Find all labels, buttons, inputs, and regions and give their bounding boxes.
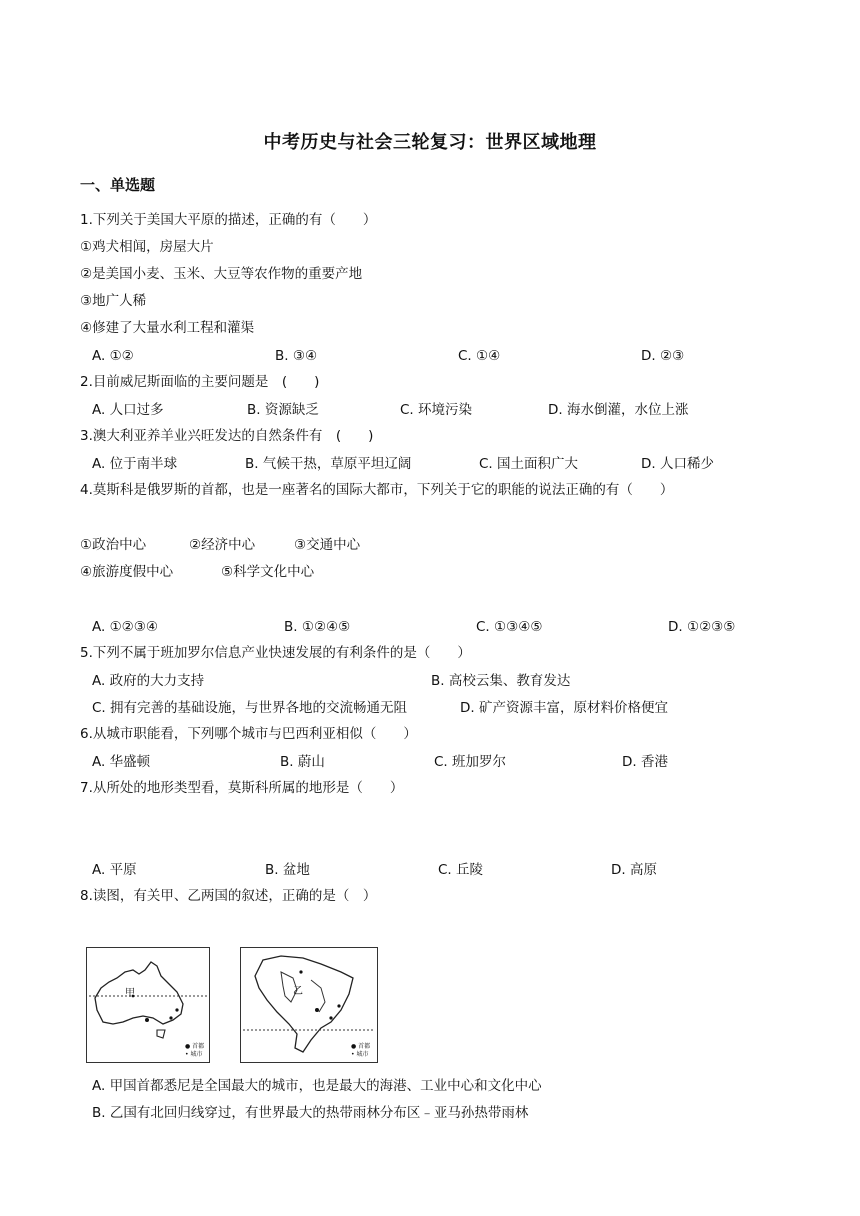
question-5-option-d[interactable]: D. 矿产资源丰富，原材料价格便宜: [460, 700, 668, 716]
question-1-option-b[interactable]: B. ③④: [275, 348, 318, 364]
page-title: 中考历史与社会三轮复习：世界区域地理: [263, 132, 597, 153]
question-6-option-c[interactable]: C. 班加罗尔: [434, 754, 507, 770]
question-1-stem: 1.下列关于美国大平原的描述，正确的有（ ）: [80, 212, 377, 228]
question-4-option-a[interactable]: A. ①②③④: [92, 619, 158, 635]
question-4-item: ②经济中心: [189, 537, 256, 553]
question-3-option-a[interactable]: A. 位于南半球: [92, 456, 178, 472]
question-2-stem: 2.目前威尼斯面临的主要问题是 ( ): [80, 374, 320, 390]
question-7-stem: 7.从所处的地形类型看，莫斯科所属的地形是（ ）: [80, 780, 404, 796]
section-heading: 一、单选题: [80, 176, 156, 194]
question-6-option-d[interactable]: D. 香港: [622, 754, 668, 770]
map-label-jia: 甲: [125, 988, 135, 999]
question-4-item: ①政治中心: [80, 537, 147, 553]
question-4-stem: 4.莫斯科是俄罗斯的首都，也是一座著名的国际大都市，下列关于它的职能的说法正确的有（ ）: [80, 482, 674, 498]
map-legend: [185, 1043, 204, 1059]
question-5-option-a[interactable]: A. 政府的大力支持: [92, 673, 205, 689]
question-8-option-b[interactable]: B. 乙国有北回归线穿过，有世界最大的热带雨林分布区﹣亚马孙热带雨林: [92, 1105, 529, 1121]
question-2-option-a[interactable]: A. 人口过多: [92, 402, 164, 418]
question-1-option-d[interactable]: D. ②③: [641, 348, 685, 364]
question-3-stem: 3.澳大利亚养羊业兴旺发达的自然条件有 ( ): [80, 428, 374, 444]
question-4-item: ③交通中心: [294, 537, 361, 553]
question-4-option-d[interactable]: D. ①②③⑤: [668, 619, 736, 635]
map-label-yi: 乙: [293, 986, 303, 997]
australia-map: [86, 947, 210, 1063]
question-1-item: ③地广人稀: [80, 293, 147, 309]
question-5-option-b[interactable]: B. 高校云集、教育发达: [431, 673, 571, 689]
question-3-option-d[interactable]: D. 人口稀少: [641, 456, 714, 472]
question-3-option-b[interactable]: B. 气候干热，草原平坦辽阔: [245, 456, 412, 472]
question-7-option-c[interactable]: C. 丘陵: [438, 862, 484, 878]
question-4-item: ④旅游度假中心: [80, 564, 174, 580]
question-1-item: ④修建了大量水利工程和灌渠: [80, 320, 255, 336]
legend-city: • 城市: [185, 1051, 203, 1058]
question-7-option-b[interactable]: B. 盆地: [265, 862, 310, 878]
question-6-stem: 6.从城市职能看，下列哪个城市与巴西利亚相似（ ）: [80, 726, 417, 742]
question-7-option-d[interactable]: D. 高原: [611, 862, 657, 878]
question-1-option-a[interactable]: A. ①②: [92, 348, 134, 364]
legend-capital: ● 首都: [351, 1043, 371, 1050]
question-2-option-d[interactable]: D. 海水倒灌，水位上涨: [548, 402, 689, 418]
question-8-option-a[interactable]: A. 甲国首都悉尼是全国最大的城市，也是最大的海港、工业中心和文化中心: [92, 1078, 542, 1094]
map-legend: [351, 1043, 370, 1059]
question-6-option-a[interactable]: A. 华盛顿: [92, 754, 151, 770]
question-4-option-b[interactable]: B. ①②④⑤: [284, 619, 351, 635]
question-2-option-c[interactable]: C. 环境污染: [400, 402, 473, 418]
question-6-option-b[interactable]: B. 蔚山: [280, 754, 325, 770]
question-3-option-c[interactable]: C. 国土面积广大: [479, 456, 579, 472]
question-8-stem: 8.读图，有关甲、乙两国的叙述，正确的是（ ）: [80, 888, 377, 904]
question-5-stem: 5.下列不属于班加罗尔信息产业快速发展的有利条件的是（ ）: [80, 645, 471, 661]
question-5-option-c[interactable]: C. 拥有完善的基础设施，与世界各地的交流畅通无阻: [92, 700, 408, 716]
legend-capital: ● 首都: [185, 1043, 205, 1050]
question-7-option-a[interactable]: A. 平原: [92, 862, 137, 878]
brazil-map: [240, 947, 378, 1063]
question-4-item: ⑤科学文化中心: [221, 564, 315, 580]
question-4-option-c[interactable]: C. ①③④⑤: [476, 619, 543, 635]
question-1-option-c[interactable]: C. ①④: [458, 348, 501, 364]
question-1-item: ②是美国小麦、玉米、大豆等农作物的重要产地: [80, 266, 363, 282]
legend-city: • 城市: [351, 1051, 369, 1058]
question-1-item: ①鸡犬相闻，房屋大片: [80, 239, 214, 255]
question-2-option-b[interactable]: B. 资源缺乏: [247, 402, 319, 418]
